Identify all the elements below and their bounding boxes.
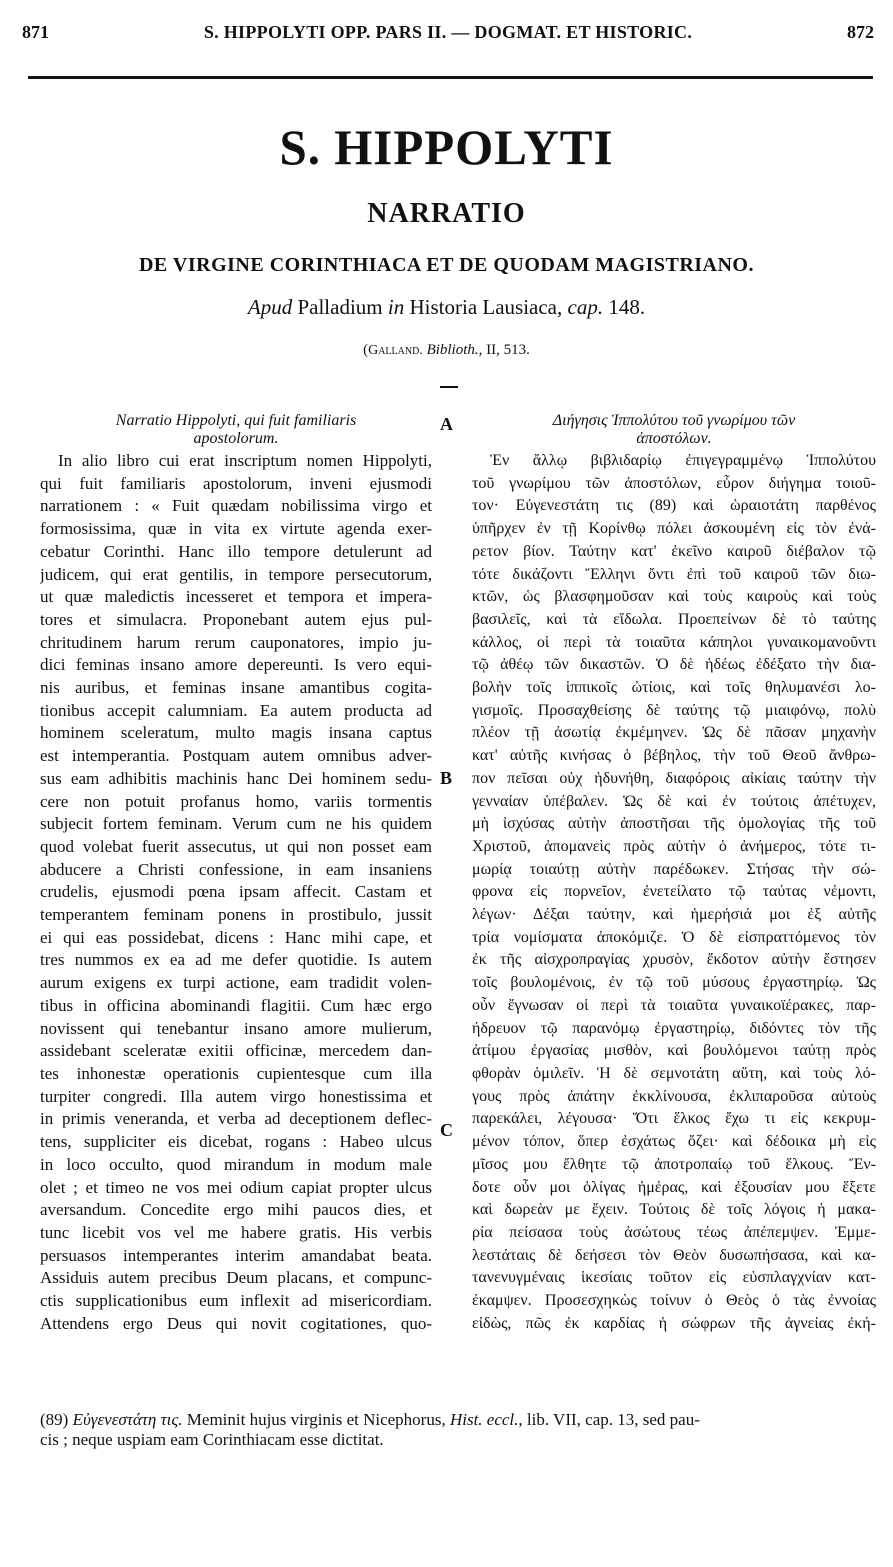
text-line: ρετον βίον. Ταύτην κατ' ἐκεῖνο καιροῦ διέβαλον τῷ <box>472 542 876 560</box>
text-line: εἰδὼς, πῶς ἐκ καρδίας ἡ σώφρων τῆς ἁγνείας ἐκή- <box>472 1314 876 1332</box>
text-line: Ἐν ἄλλῳ βιβλιδαρίῳ ἐπιγεγραμμένῳ Ἱππολύτου <box>490 452 876 469</box>
text-line: γισμοῖς. Προσαχθείσης δὲ ταύτης τῷ μιαιφόνῳ, πολὺ <box>472 701 876 719</box>
text-line: τανενυγμέναις ἱκεσίαις τοῦτον εἰς εὐσπλαγχνίαν κατ- <box>472 1269 876 1287</box>
footnote-line-1 <box>40 1410 876 1430</box>
separator-dash <box>440 386 458 388</box>
text-line: βολὴν τοῖς ἱππικοῖς ὠτίοις, καὶ τοῖς θηλυμανέσι λο- <box>472 679 876 697</box>
text-line: in primis veneranda, et verba ad deceptionem deflec- <box>40 1109 432 1129</box>
text-line: τον· Εὐγενεστάτη τις (89) καὶ ὡραιοτάτη παρθένος <box>472 497 876 515</box>
text-line: έκαμψεν. Προσεσχηκὼς τοίνυν ὁ Θεὸς ὁ τὰς ἐννοίας <box>472 1292 876 1310</box>
latin-heading-line: Narratio Hippolyti, qui fuit familiaris <box>115 412 357 429</box>
text-line: nis auribus, et feminas insane amantibus cogita- <box>40 678 432 698</box>
text-line: τρία νομίσματα ἀποκόμιζε. Ὁ δὲ εἰσπραττόμενος τὸν <box>472 928 876 946</box>
text-line: ctis supplicationibus eum inflexit ad misericordiam. <box>40 1291 432 1311</box>
text-line: abducere a Christi confessione, in eam insaniens <box>40 859 432 879</box>
greek-text <box>472 450 876 1335</box>
header-rule <box>28 76 873 79</box>
text-line: chritudinem harum rerum cauponatores, impio ju- <box>40 632 432 652</box>
text-line: Attendens ergo Deus qui novit cogitationes, quo- <box>40 1313 432 1333</box>
latin-text <box>40 450 432 1335</box>
text-line: sus eam adhibitis machinis hanc Dei hominem sedu- <box>40 768 432 788</box>
text-line: φθορὰν ὁμιλεῖν. Ἡ δὲ σεμνοτάτη αὕτη, καὶ τοὺς λό- <box>472 1064 876 1082</box>
text-line: μένον τόπον, ὅπερ ἐσχάτως ὄζει· καὶ δέδοικα μὴ εἰς <box>472 1133 876 1151</box>
text-line: οὖν ἔγνωσαν οἱ περὶ τὰ τοιαῦτα γυναικοϊέρακες, παρ- <box>472 996 876 1014</box>
text-line: judicem, qui erat gentilis, in tempore persecutorum, <box>40 564 432 584</box>
text-line: ήδρευον τῷ παρανόμῳ ἐργαστηρίῳ, διδόντες τὸν τῆς <box>472 1019 876 1037</box>
text-line: crudelis, ejusmodi pœna ipsam affecit. Castam et <box>40 882 432 902</box>
text-line: κάλλος, οἱ περὶ τὰ τοιαῦτα κάπηλοι γυναικομανοῦντι <box>472 633 876 651</box>
text-line: novissent qui tenebantur insano amore mulierum, <box>40 1018 432 1038</box>
source-historia: Historia Lausiaca, <box>404 295 568 319</box>
text-line: persuasos intemperantes interim amandabat beata. <box>40 1245 432 1265</box>
text-line: tunc licebit vos vel me habere gratis. His verbis <box>40 1222 432 1242</box>
text-line: ei qui eas possidebat, dicens : Hanc mihi cape, et <box>40 927 432 947</box>
running-title: S. HIPPOLYTI OPP. PARS II. — DOGMAT. ET HISTORIC. <box>203 22 693 42</box>
text-line: γενναίαν ὑπέβαλεν. Ὡς δὲ καὶ ἐν τούτοις ἀπέτυχεν, <box>472 792 876 810</box>
running-head <box>22 18 874 48</box>
text-line: qui fuit familiaris apostolorum, inveni ejusmodi <box>40 473 432 493</box>
text-line: ἐκ τῆς αἰσχροπραγίας χρυσὸν, ἔκδοτον αὐτὴν ἔστησεν <box>472 951 876 969</box>
title-main: S. HIPPOLYTI <box>279 119 614 175</box>
text-line: λεστάταις δὲ δεήσεσι τὸν Θεὸν δυσωπήσασα, καὶ κα- <box>472 1246 876 1264</box>
footnote-hist: Hist. eccl. <box>449 1410 519 1429</box>
galland-biblioth: Biblioth. <box>422 342 479 358</box>
text-line: κτῶν, ὡς βλασφημοῦσαν καὶ τοὺς καιροὺς καὶ τοὺς <box>472 588 876 606</box>
source-apud: Apud <box>247 295 293 319</box>
text-line: μωρίᾳ τοιαύτῃ αὐτὴν παρέδωκεν. Στήσας τὴν σώ- <box>472 860 876 878</box>
text-line: cebatur Corinthi. Hanc illo tempore detulerunt ad <box>40 541 432 561</box>
text-line: formosissima, quæ in vita ex virtute agenda exer- <box>40 519 432 539</box>
text-line: Χριστοῦ, ἀπομανεὶς πρὸς αὐτὴν ὁ ἀνήμερος, τότε τι- <box>472 837 876 855</box>
text-line: ρία πείσασα τοὺς ἀσώτους τέως ἀπέπεμψεν. Ἐμμε- <box>472 1223 876 1241</box>
galland-open: ( <box>363 342 369 358</box>
text-line: τῷ ἀθέῳ τῶν δικαστῶν. Ὁ δὲ ἡδέως ἐδέξατο τὴν δια- <box>472 656 876 674</box>
greek-heading <box>472 412 876 450</box>
source-line <box>0 295 893 320</box>
source-palladium: Palladium <box>292 295 388 319</box>
galland-rest: , II, 513. <box>478 342 530 358</box>
title-sub: NARRATIO <box>367 198 526 229</box>
footnote <box>40 1410 876 1450</box>
footnote-greek: Εὐγενεστάτη τις. <box>72 1410 183 1429</box>
text-line: aurum exigens ex turpi actione, eam tradidit volen- <box>40 973 432 993</box>
margin-letter-c: C <box>440 1120 453 1140</box>
text-line: temperantem feminam ponens in prostibulo, jussit <box>40 905 432 925</box>
text-line: tionibus accepit calumniam. Ea autem producta ad <box>40 700 432 720</box>
latin-heading <box>40 412 432 450</box>
greek-heading-line: ἀποστόλων. <box>636 430 712 447</box>
text-line: narrationem : « Fuit quædam nobilissima virgo et <box>40 496 432 516</box>
text-line: μῖσος μου ἔλθητε τῷ ἀποτροπαίῳ τοῦ ἕλκους. Ἔν- <box>472 1155 876 1173</box>
text-line: In alio libro cui erat inscriptum nomen Hippolyti, <box>58 451 432 470</box>
text-line: ἀτίμου ἐργασίας μισθὸν, καὶ βουλόμενοι ταύτῃ πρὸς <box>472 1042 876 1060</box>
text-line: assidebant sceleratæ exitii officinæ, mercedem dan- <box>40 1041 432 1061</box>
title-line: DE VIRGINE CORINTHIACA ET DE QUODAM MAGISTRIANO. <box>138 254 754 276</box>
text-line: tibus in officina abominandi flagitii. Cum hæc ergo <box>40 995 432 1015</box>
text-line: est intemperantia. Postquam autem omnibus adver- <box>40 746 432 766</box>
text-line: dici feminas insano amore depereunti. Is vero equi- <box>40 655 432 675</box>
latin-column <box>40 412 432 1335</box>
text-line: quod volebat fuerit assecutus, ut qui non posset eam <box>40 836 432 856</box>
text-line: παρεκάλει, λέγουσα· Ὅτι ἕλκος ἔχω τι εἰς κεκρυμ- <box>472 1110 876 1128</box>
page-number-right: 872 <box>847 22 874 42</box>
text-line: πλέον τῇ ἀσωτίᾳ ἐκμέμηνεν. Ὡς δὲ πᾶσαν μηχανὴν <box>472 724 876 742</box>
footnote-line-2: cis ; neque uspiam eam Corinthiacam esse dictitat. <box>40 1430 384 1449</box>
text-line: olet ; et timeo ne vos mei odium capiat propter ulcus <box>40 1177 432 1197</box>
text-line: κατ' αὐτῆς κινήσας ὁ βέβηλος, τὴν τοῦ Θεοῦ ἄνθρω- <box>472 747 876 765</box>
text-line: tores et simulacra. Proponebant autem ejus pul- <box>40 609 432 629</box>
text-line: Assiduis autem precibus Deum placans, et compunc- <box>40 1268 432 1288</box>
galland-name: Galland. <box>368 343 423 358</box>
margin-letter-a: A <box>440 414 453 434</box>
footnote-text: , lib. VII, cap. 13, sed pau- <box>518 1410 700 1429</box>
text-line: πον πεῖσαι οὐχ ἠδυνήθη, διαφόροις αἰκίαις ταύτην τὴν <box>472 769 876 787</box>
text-line: in loco occulto, quod mirandum in modum male <box>40 1154 432 1174</box>
text-line: subjecit fortem feminam. Verum cum ne his quidem <box>40 814 432 834</box>
text-line: τοῖς βουλομένοις, ἐν τῷ τοῦ μύσους ἐργαστηρίῳ. Ὡς <box>472 974 876 992</box>
text-line: γους πρὸς ἀπάτην ἐκκλίνουσα, ἐκλιπαροῦσα αὐτοὺς <box>472 1087 876 1105</box>
footnote-text: Meminit hujus virginis et Nicephorus, <box>182 1410 450 1429</box>
text-line: τοῦ γνωρίμου τῶν ἀποστόλων, εὗρον διήγημα τοιοῦ- <box>472 474 876 492</box>
text-line: cere non potuit profanus homo, variis tormentis <box>40 791 432 811</box>
text-line: tres nummos ex ea ad me defer quotidie. Is autem <box>40 950 432 970</box>
text-line: φρονα εἰς πορνεῖον, ἐνετείλατο τῷ ταύτας νέμοντι, <box>472 883 876 901</box>
text-line: tens, suppliciter eis dicebat, rogans : Habeo ulcus <box>40 1132 432 1152</box>
galland-reference <box>0 342 893 359</box>
margin-letter-b: B <box>440 768 453 788</box>
source-in: in <box>387 295 405 319</box>
greek-column <box>472 412 876 1335</box>
source-cap-num: 148. <box>603 295 646 319</box>
text-line: δοτε οὖν μοι ὀλίγας ἡμέρας, καὶ ἐξουσίαν μου ἕξετε <box>472 1178 876 1196</box>
text-line: λέγων· Δέξαι ταύτην, καὶ ἡμερήσιά μοι ἐξ αὐτῆς <box>472 906 876 924</box>
text-line: hominem sceleratum, multo magis insana captus <box>40 723 432 743</box>
text-line: turpiter congredi. Illa autem virgo honestissima et <box>40 1086 432 1106</box>
text-line: βασιλεῖς, καὶ τὰ εἴδωλα. Προεπείνων δὲ τὸ ταύτης <box>472 610 876 628</box>
text-line: ὑπῆρχεν ἐν τῇ Κορίνθῳ πόλει ἀσκουμένη εἰς τὸν ἐνά- <box>472 520 876 538</box>
greek-heading-line: Διήγησις Ἱππολύτου τοῦ γνωρίμου τῶν <box>552 412 796 429</box>
page-number-left: 871 <box>22 22 49 42</box>
text-line: καὶ δωρεὰν με ἔχειν. Τούτοις δὲ τοῖς λόγοις ἡ μακα- <box>472 1201 876 1219</box>
source-cap: cap. <box>567 295 604 319</box>
text-line: aversandum. Concedite ergo mihi paucos dies, et <box>40 1200 432 1220</box>
text-line: ut quæ maledictis incesseret et tempora et impera- <box>40 587 432 607</box>
text-line: tes inhonestæ operationis cupientesque cum illa <box>40 1063 432 1083</box>
footnote-number: (89) <box>40 1410 73 1429</box>
latin-heading-line: apostolorum. <box>193 430 279 447</box>
text-line: τότε δικάζοντι Ἕλληνι ὄντι ἐπὶ τοῦ καιροῦ τῶν διω- <box>472 565 876 583</box>
text-line: μὴ ἰσχύσας αὐτὴν ἀποστῆσαι τῆς ὁμολογίας τῆς τοῦ <box>472 815 876 833</box>
